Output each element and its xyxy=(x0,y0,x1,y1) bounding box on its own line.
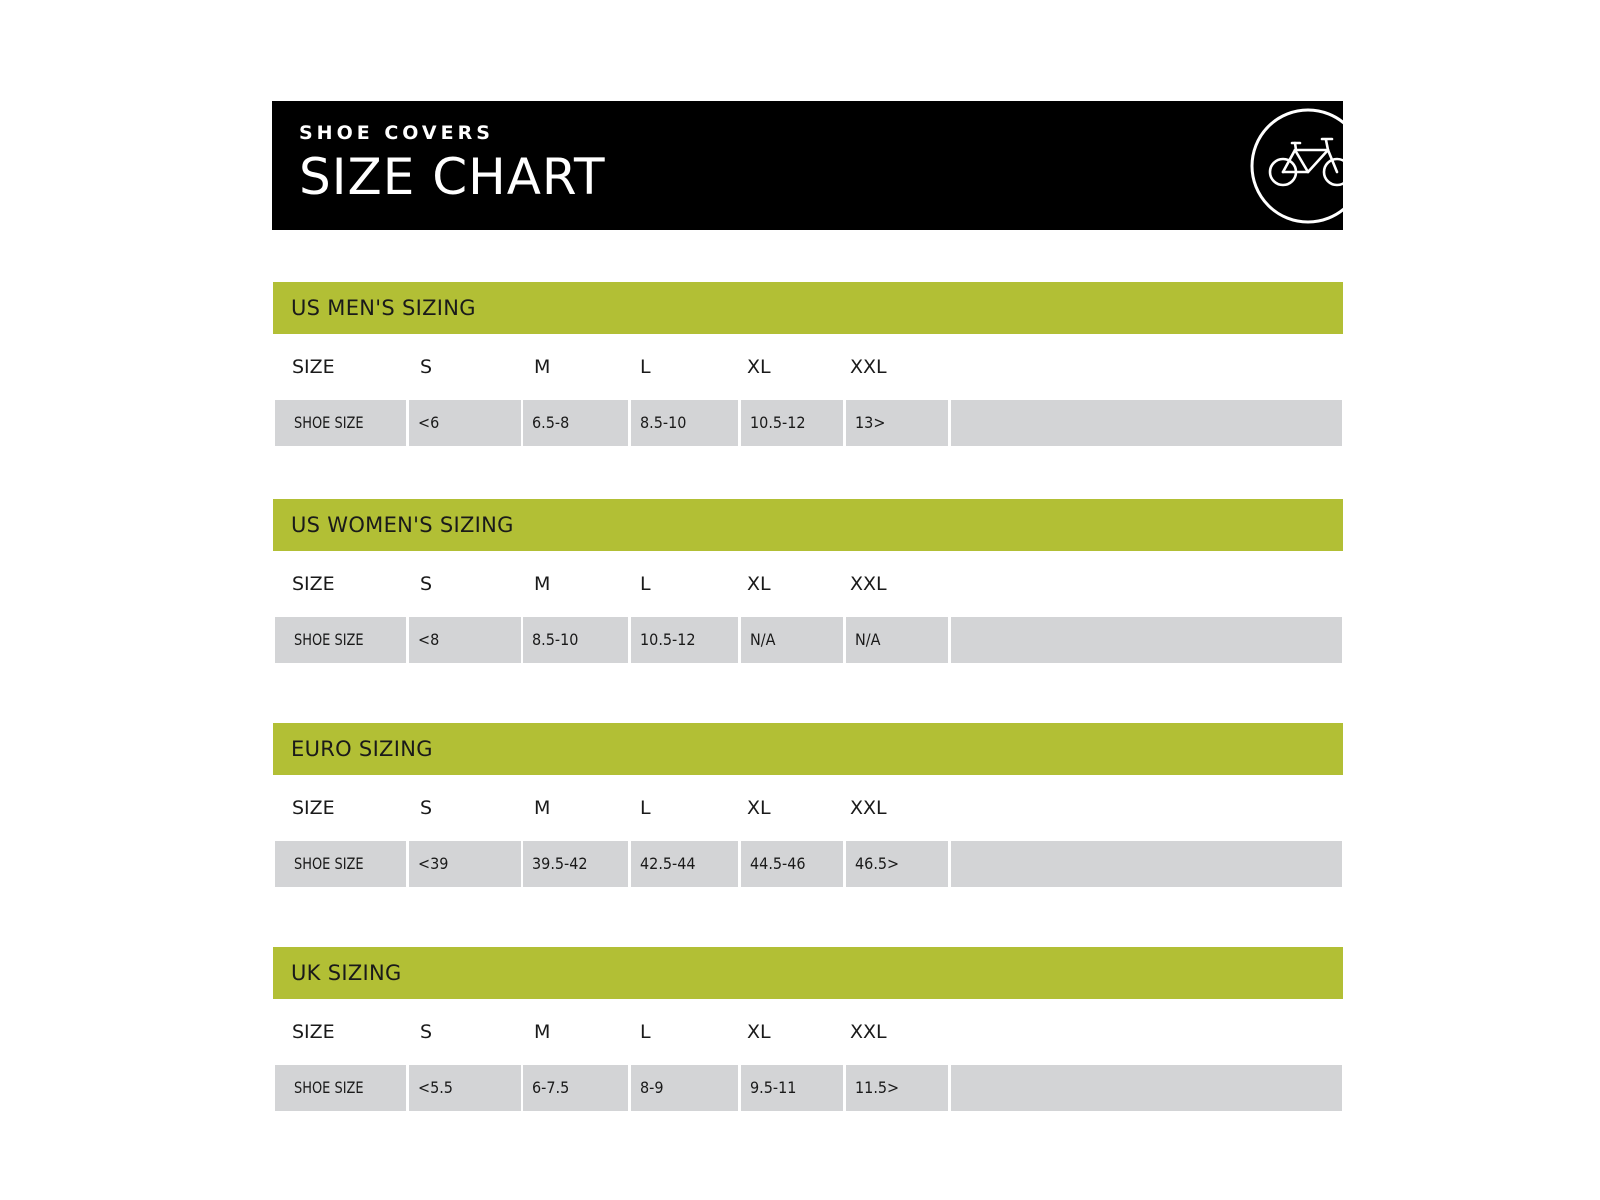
shoe-size-value: 6-7.5 xyxy=(532,1078,570,1097)
shoe-size-cell xyxy=(409,841,521,887)
empty-cell xyxy=(951,1065,1342,1111)
empty-cell xyxy=(951,400,1342,446)
size-row xyxy=(273,551,1343,617)
section-title: US MEN'S SIZING xyxy=(291,296,476,320)
shoe-size-cell xyxy=(409,617,521,663)
empty-cell xyxy=(951,841,1342,887)
shoe-size-row xyxy=(273,617,1343,663)
shoe-size-value: <6 xyxy=(418,413,440,432)
section-header xyxy=(273,282,1343,334)
shoe-size-row xyxy=(273,1065,1343,1111)
header-subtitle: SHOE COVERS xyxy=(299,122,494,144)
shoe-size-label-cell xyxy=(275,1065,406,1111)
shoe-size-value: <39 xyxy=(418,854,449,873)
shoe-size-value: 39.5-42 xyxy=(532,854,588,873)
sizing-section xyxy=(273,947,1343,1111)
shoe-size-cell xyxy=(523,617,628,663)
size-value: XL xyxy=(747,1021,771,1043)
shoe-size-value: 8-9 xyxy=(640,1078,664,1097)
section-title: EURO SIZING xyxy=(291,737,433,761)
shoe-size-label: SHOE SIZE xyxy=(294,630,364,649)
shoe-size-cell xyxy=(846,617,948,663)
shoe-size-value: 6.5-8 xyxy=(532,413,570,432)
size-value: S xyxy=(420,356,433,378)
size-row xyxy=(273,334,1343,400)
shoe-size-cell xyxy=(409,400,521,446)
section-header xyxy=(273,499,1343,551)
size-value: S xyxy=(420,573,433,595)
shoe-size-cell xyxy=(741,400,843,446)
shoe-size-value: 42.5-44 xyxy=(640,854,696,873)
shoe-size-value: 8.5-10 xyxy=(640,413,687,432)
size-value: L xyxy=(640,573,651,595)
section-title: US WOMEN'S SIZING xyxy=(291,513,514,537)
shoe-size-value: N/A xyxy=(855,630,881,649)
shoe-size-cell xyxy=(846,1065,948,1111)
size-value: S xyxy=(420,797,433,819)
shoe-size-row xyxy=(273,400,1343,446)
size-label: SIZE xyxy=(292,356,335,378)
size-value: M xyxy=(534,797,551,819)
size-value: L xyxy=(640,356,651,378)
page-title: SIZE CHART xyxy=(299,148,606,206)
size-row xyxy=(273,999,1343,1065)
section-header xyxy=(273,947,1343,999)
shoe-size-value: 44.5-46 xyxy=(750,854,806,873)
section-title: UK SIZING xyxy=(291,961,402,985)
sizing-section xyxy=(273,723,1343,887)
shoe-size-cell xyxy=(523,1065,628,1111)
size-value: M xyxy=(534,356,551,378)
shoe-size-value: 10.5-12 xyxy=(750,413,806,432)
shoe-size-cell xyxy=(846,400,948,446)
section-header xyxy=(273,723,1343,775)
shoe-size-value: <8 xyxy=(418,630,440,649)
shoe-size-value: 10.5-12 xyxy=(640,630,696,649)
shoe-size-cell xyxy=(741,841,843,887)
shoe-size-value: 46.5> xyxy=(855,854,900,873)
shoe-size-cell xyxy=(741,1065,843,1111)
shoe-size-cell xyxy=(631,617,738,663)
shoe-size-cell xyxy=(846,841,948,887)
size-value: XL xyxy=(747,356,771,378)
bicycle-icon xyxy=(1248,106,1343,226)
shoe-size-label: SHOE SIZE xyxy=(294,854,364,873)
size-label: SIZE xyxy=(292,573,335,595)
size-value: XXL xyxy=(850,1021,887,1043)
size-value: L xyxy=(640,1021,651,1043)
size-row xyxy=(273,775,1343,841)
size-value: L xyxy=(640,797,651,819)
shoe-size-cell xyxy=(409,1065,521,1111)
shoe-size-row xyxy=(273,841,1343,887)
size-value: S xyxy=(420,1021,433,1043)
size-value: M xyxy=(534,1021,551,1043)
shoe-size-label-cell xyxy=(275,400,406,446)
shoe-size-label: SHOE SIZE xyxy=(294,413,364,432)
shoe-size-label-cell xyxy=(275,617,406,663)
size-label: SIZE xyxy=(292,1021,335,1043)
shoe-size-value: N/A xyxy=(750,630,776,649)
shoe-size-value: <5.5 xyxy=(418,1078,453,1097)
size-value: XXL xyxy=(850,356,887,378)
empty-cell xyxy=(951,617,1342,663)
shoe-size-value: 8.5-10 xyxy=(532,630,579,649)
shoe-size-value: 11.5> xyxy=(855,1078,900,1097)
shoe-size-cell xyxy=(741,617,843,663)
shoe-size-value: 13> xyxy=(855,413,886,432)
shoe-size-cell xyxy=(631,400,738,446)
size-value: XL xyxy=(747,797,771,819)
sizing-section xyxy=(273,499,1343,663)
shoe-size-cell xyxy=(631,841,738,887)
shoe-size-label-cell xyxy=(275,841,406,887)
header-banner xyxy=(272,101,1343,230)
size-value: XL xyxy=(747,573,771,595)
shoe-size-value: 9.5-11 xyxy=(750,1078,797,1097)
size-value: XXL xyxy=(850,573,887,595)
shoe-size-cell xyxy=(523,841,628,887)
size-value: M xyxy=(534,573,551,595)
size-label: SIZE xyxy=(292,797,335,819)
shoe-size-cell xyxy=(631,1065,738,1111)
sizing-section xyxy=(273,282,1343,446)
size-value: XXL xyxy=(850,797,887,819)
shoe-size-label: SHOE SIZE xyxy=(294,1078,364,1097)
shoe-size-cell xyxy=(523,400,628,446)
